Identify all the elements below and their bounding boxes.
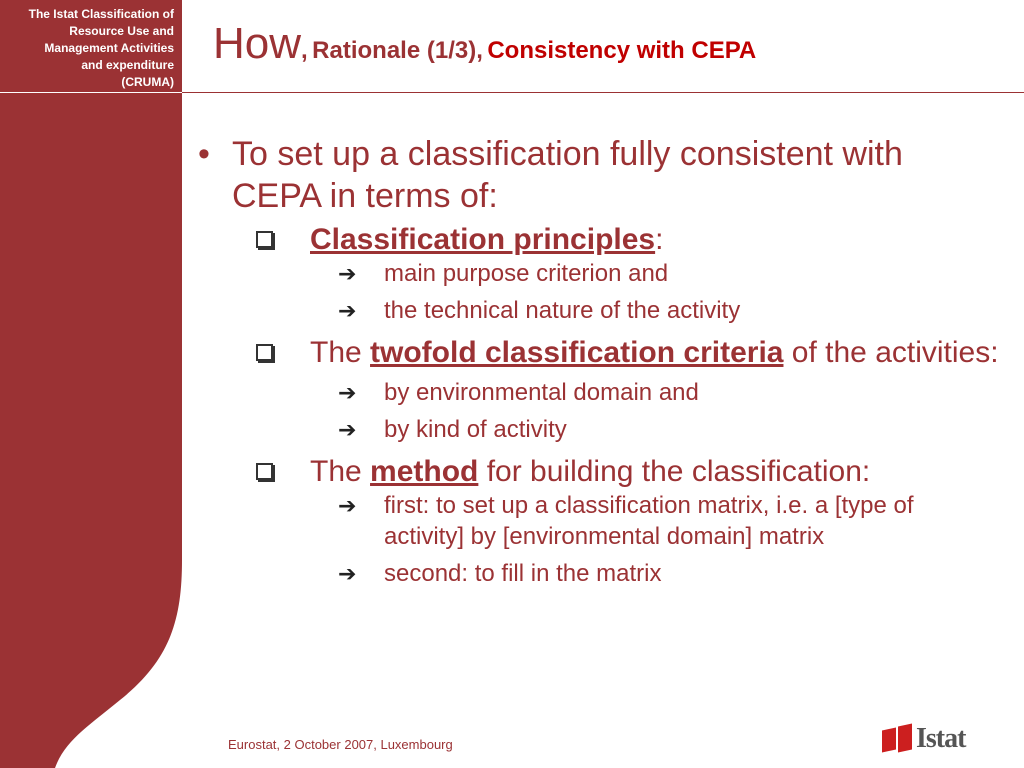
sub-item-text: first: to set up a classification matrix, i.e. a [type of activity] by [environmental domain] matrix — [384, 492, 914, 550]
checkbox-bullet-icon — [256, 344, 273, 361]
checkbox-bullet-icon — [256, 463, 273, 480]
sidebar-caption — [0, 6, 174, 91]
arrow-right-icon: ➔ — [338, 561, 357, 586]
intro-bullet-item — [190, 133, 1000, 217]
sub-item — [190, 258, 1000, 289]
title-how: How — [213, 19, 302, 68]
section-post-text: of the activities: — [783, 336, 999, 369]
section-keyword: Classification principles — [310, 223, 656, 256]
section-item — [190, 221, 1000, 258]
section-pre-text: The — [310, 455, 371, 488]
sidebar-panel — [0, 0, 190, 768]
section-keyword: method — [370, 455, 479, 488]
sub-item-text: the technical nature of the activity — [384, 297, 741, 324]
section-post-text: for building the classification: — [478, 455, 871, 488]
title-consistency: Consistency with CEPA — [487, 37, 757, 64]
sub-item-text: by kind of activity — [384, 416, 567, 443]
arrow-right-icon: ➔ — [338, 380, 357, 405]
sidebar-divider — [0, 92, 182, 93]
sidebar-shape — [0, 0, 190, 768]
arrow-right-icon: ➔ — [338, 417, 357, 442]
sub-item-text: main purpose criterion and — [384, 260, 669, 287]
logo-mark-icon — [882, 728, 896, 753]
sidebar-caption-line: Management Activities — [44, 41, 174, 55]
sub-item — [190, 295, 1000, 326]
sidebar-caption-line: The Istat Classification of — [28, 7, 174, 21]
arrow-right-icon: ➔ — [338, 261, 357, 286]
sidebar-caption-line: (CRUMA) — [121, 75, 174, 89]
slide-body — [190, 133, 1000, 589]
bullet-dot-icon: • — [198, 135, 210, 173]
title-separator: , — [301, 37, 308, 64]
logo-mark-icon — [898, 724, 912, 753]
slide-title — [213, 18, 756, 80]
arrow-right-icon: ➔ — [338, 298, 357, 323]
sub-item — [190, 377, 1000, 408]
logo-text: Istat — [916, 723, 966, 754]
sub-item — [190, 490, 1000, 552]
sub-item — [190, 414, 1000, 445]
title-rationale: Rationale (1/3), — [312, 37, 483, 64]
checkbox-bullet-icon — [256, 231, 273, 248]
intro-text: To set up a classification fully consistent with CEPA in terms of: — [232, 135, 903, 215]
footer-text: Eurostat, 2 October 2007, Luxembourg — [228, 737, 453, 752]
sidebar-caption-line: and expenditure — [81, 58, 174, 72]
sub-item-text: by environmental domain and — [384, 379, 699, 406]
section-item — [190, 453, 1000, 490]
sub-item-text: second: to fill in the matrix — [384, 560, 662, 587]
section-item — [190, 334, 1000, 371]
section-post-text: : — [655, 223, 664, 256]
sidebar-caption-line: Resource Use and — [69, 24, 174, 38]
section-pre-text: The — [310, 336, 371, 369]
section-keyword: twofold classification criteria — [370, 336, 784, 369]
arrow-right-icon: ➔ — [338, 493, 357, 518]
header-divider — [182, 92, 1024, 93]
sub-item — [190, 558, 1000, 589]
